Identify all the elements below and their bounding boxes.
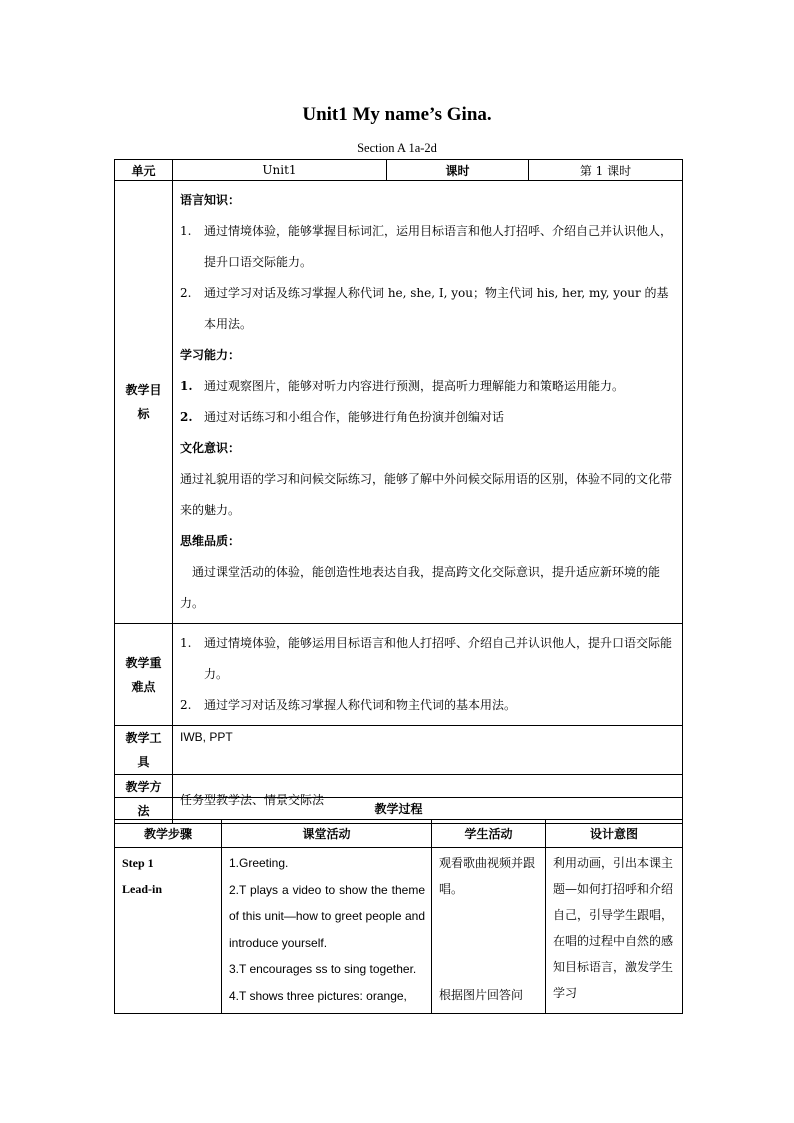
student-activity-2: 根据图片回答问: [439, 988, 524, 1002]
item-text: 通过情境体验，能够掌握目标词汇，运用目标语言和他人打招呼、介绍自己并认识他人，提升口语交际能力。: [204, 224, 673, 269]
item-number: 1.: [180, 379, 193, 393]
thinking-text: 通过课堂活动的体验，能创造性地表达自我，提高跨文化交际意识，提升适应新环境的能力。: [180, 565, 661, 610]
document-title: Unit1 My name’s Gina.: [302, 104, 492, 125]
step1-row: [115, 848, 683, 1014]
language-heading: 语言知识：: [180, 193, 241, 207]
objectives-label: [115, 181, 173, 624]
item-number: 1.: [180, 224, 192, 238]
language-item-2: [180, 278, 676, 340]
ability-item-1: [180, 371, 676, 402]
culture-heading: 文化意识：: [180, 441, 241, 455]
document-subtitle: Section A 1a-2d: [357, 141, 437, 155]
process-heading: 教学过程: [115, 798, 683, 820]
tools-value: IWB, PPT: [173, 726, 683, 775]
design-intent: 利用动画，引出本课主题—如何打招呼和介绍自己，引导学生跟唱，在唱的过程中自然的感知目标语言，激发学生学习: [553, 856, 674, 1000]
column-student: 学生活动: [432, 820, 546, 848]
period-label: 课时: [387, 160, 529, 181]
activity-2: 2.T plays a video to show the theme of this unit—how to greet people and introduce yourself.: [229, 882, 425, 950]
process-heading-row: [115, 798, 683, 820]
thinking-heading: 思维品质：: [180, 534, 241, 548]
key-points-label-text: 教学重难点: [125, 655, 162, 694]
item-number: 2.: [180, 286, 192, 300]
item-text: 通过情境体验，能够运用目标语言和他人打招呼、介绍自己并认识他人，提升口语交际能力。: [204, 636, 673, 681]
key-point-1: [180, 628, 676, 690]
unit-label: 单元: [115, 160, 173, 181]
ability-item-2: [180, 402, 676, 433]
objectives-row: [115, 181, 683, 624]
item-number: 2.: [180, 410, 193, 424]
column-activity: 课堂活动: [222, 820, 432, 848]
step-sub: Lead-in: [122, 882, 163, 896]
unit-value: Unit1: [173, 160, 387, 181]
step1-cell: [115, 848, 222, 1014]
activity-cell: [222, 848, 432, 1014]
tools-row: [115, 726, 683, 775]
item-number: 2.: [180, 698, 192, 712]
design-cell: [546, 848, 683, 1014]
key-point-2: [180, 690, 676, 721]
tools-label: [115, 726, 173, 775]
column-design: 设计意图: [546, 820, 683, 848]
objectives-content: [173, 181, 683, 624]
lesson-plan-table: [114, 159, 683, 824]
language-item-1: [180, 216, 676, 278]
column-step: 教学步骤: [115, 820, 222, 848]
header-row: [115, 160, 683, 181]
process-table: [114, 797, 683, 1014]
period-value: 第 1 课时: [529, 160, 683, 181]
item-text: 通过学习对话及练习掌握人称代词和物主代词的基本用法。: [204, 698, 517, 712]
process-columns-row: [115, 820, 683, 848]
item-text: 通过学习对话及练习掌握人称代词 he, she, I, you；物主代词 his, her, my, your 的基本用法。: [204, 286, 669, 331]
key-points-label: [115, 624, 173, 726]
student-activity-1: 观看歌曲视频并跟唱。: [439, 856, 536, 896]
methods-value: 任务型教学法、情景交际法: [173, 775, 683, 824]
student-cell: [432, 848, 546, 1014]
activity-4: 4.T shows three pictures: orange,: [229, 988, 407, 1003]
activity-3: 3.T encourages ss to sing together.: [229, 962, 417, 976]
item-text: 通过观察图片，能够对听力内容进行预测，提高听力理解能力和策略运用能力。: [204, 379, 625, 393]
item-number: 1.: [180, 636, 192, 650]
key-points-row: [115, 624, 683, 726]
methods-label-text: 教学方法: [125, 780, 162, 818]
key-points-content: [173, 624, 683, 726]
culture-text: 通过礼貌用语的学习和问候交际练习，能够了解中外问候交际用语的区别，体验不同的文化带来的魅力。: [180, 472, 673, 517]
objectives-label-text: 教学目标: [125, 383, 162, 421]
tools-label-text: 教学工具: [125, 731, 162, 769]
activity-1: 1.Greeting.: [229, 856, 289, 870]
step-name: Step 1: [122, 856, 154, 870]
item-text: 通过对话练习和小组合作，能够进行角色扮演并创编对话: [204, 410, 505, 424]
ability-heading: 学习能力：: [180, 348, 241, 362]
